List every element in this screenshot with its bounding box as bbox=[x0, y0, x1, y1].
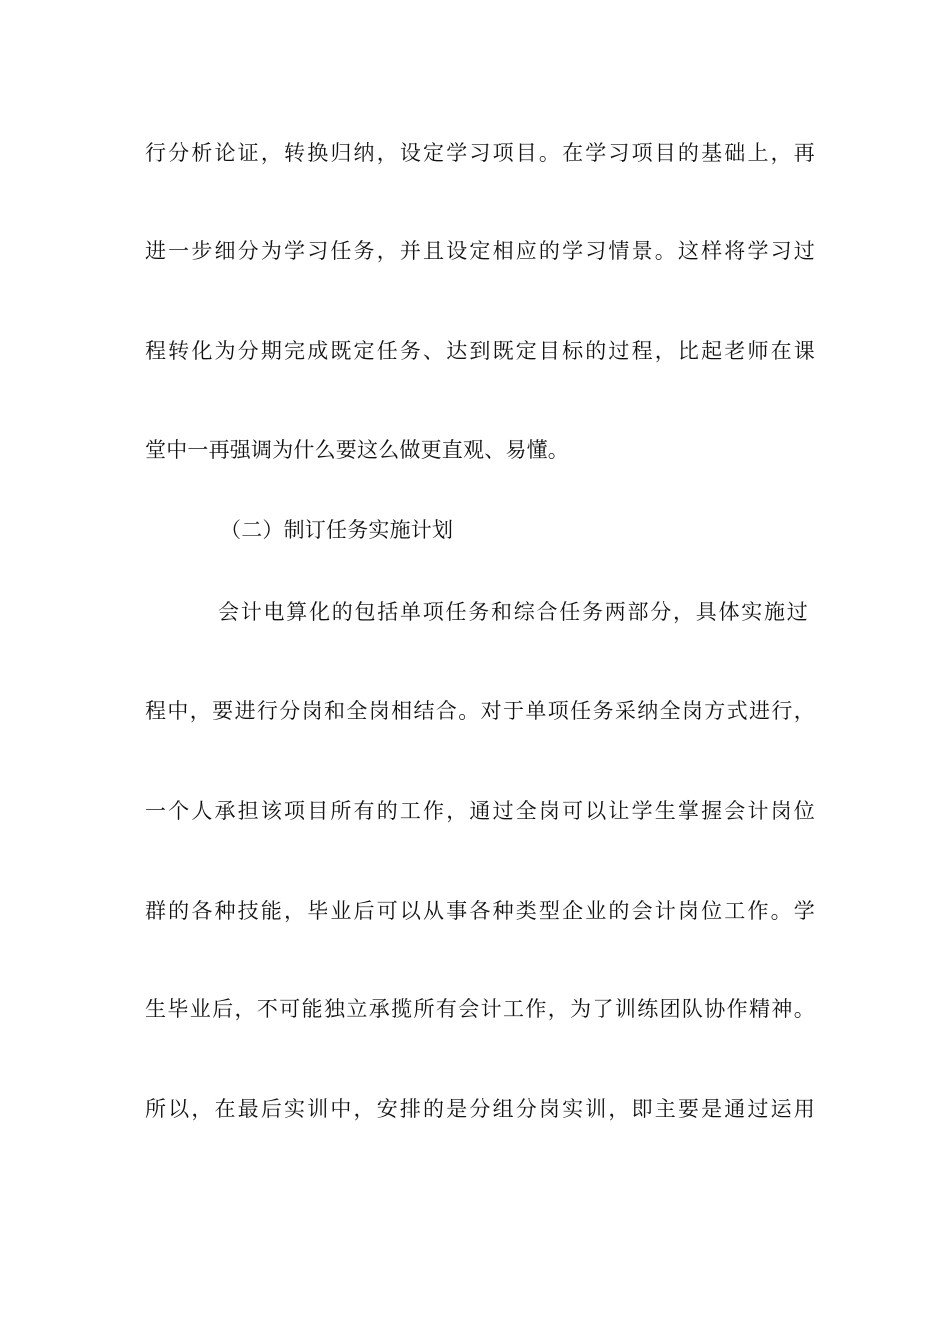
paragraph-line-4: 堂中一再强调为什么要这么做更直观、易懂。 bbox=[145, 438, 569, 462]
paragraph-line-2: 进一步细分为学习任务，并且设定相应的学习情景。这样将学习过 bbox=[145, 239, 815, 263]
paragraph-line-1: 行分析论证，转换归纳，设定学习项目。在学习项目的基础上，再 bbox=[145, 141, 815, 165]
paragraph2-line-6: 所以，在最后实训中，安排的是分组分岗实训，即主要是通过运用 bbox=[145, 1097, 815, 1121]
paragraph2-line-5: 生毕业后，不可能独立承揽所有会计工作，为了训练团队协作精神。 bbox=[145, 997, 815, 1021]
paragraph2-line-3: 一个人承担该项目所有的工作，通过全岗可以让学生掌握会计岗位 bbox=[145, 799, 815, 823]
section-heading: （二）制订任务实施计划 bbox=[220, 518, 454, 542]
paragraph2-line-2: 程中，要进行分岗和全岗相结合。对于单项任务采纳全岗方式进行， bbox=[145, 699, 815, 723]
paragraph2-line-1: 会计电算化的包括单项任务和综合任务两部分，具体实施过 bbox=[218, 600, 808, 624]
paragraph2-line-4: 群的各种技能，毕业后可以从事各种类型企业的会计岗位工作。学 bbox=[145, 899, 815, 923]
paragraph-line-3: 程转化为分期完成既定任务、达到既定目标的过程，比起老师在课 bbox=[145, 339, 815, 363]
